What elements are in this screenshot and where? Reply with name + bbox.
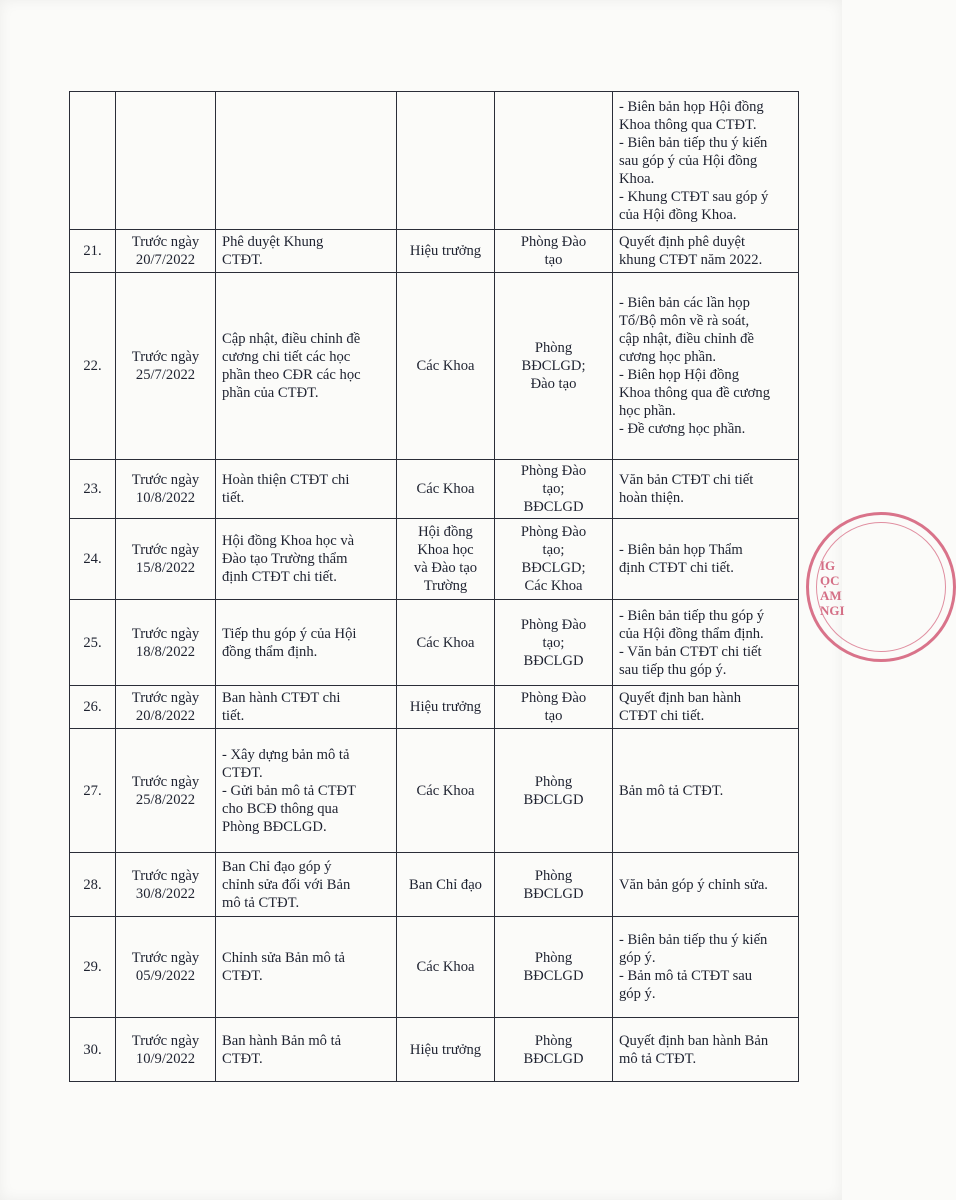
coordinating-unit-cell-line: tạo xyxy=(544,252,563,268)
coordinating-unit-cell xyxy=(495,1018,613,1082)
task-cell-line: tiết. xyxy=(222,490,245,506)
task-cell-line: CTĐT. xyxy=(222,968,263,984)
task-cell xyxy=(216,686,397,729)
task-cell xyxy=(216,853,397,917)
coordinating-unit-cell xyxy=(495,729,613,853)
task-cell-line: Đào tạo Trường thẩm xyxy=(222,551,348,567)
output-cell-line: của Hội đồng thẩm định. xyxy=(619,625,764,642)
deadline-cell xyxy=(116,686,216,729)
task-cell-line: Chỉnh sửa Bản mô tả xyxy=(222,950,346,966)
deadline-cell-line: 25/7/2022 xyxy=(135,367,196,383)
deadline-cell-line: 10/8/2022 xyxy=(135,490,196,506)
table-row xyxy=(70,729,799,853)
coordinating-unit-cell-line: BĐCLGD xyxy=(523,791,584,808)
output-cell-line: Khoa. xyxy=(619,170,655,187)
deadline-cell xyxy=(116,1018,216,1082)
deadline-cell-line: 05/9/2022 xyxy=(135,968,196,984)
output-cell-line: Quyết định ban hành Bản xyxy=(619,1032,769,1049)
row-number: 28. xyxy=(70,853,116,917)
lead-unit-cell-line: Trường xyxy=(423,578,468,594)
lead-unit-cell-line: Các Khoa xyxy=(416,358,475,374)
task-cell-line: phần theo CĐR các học xyxy=(222,367,361,383)
task-cell-line: tiết. xyxy=(222,708,245,724)
coordinating-unit-cell-line: tạo; xyxy=(542,481,565,497)
task-cell-line: Hội đồng Khoa học và xyxy=(222,533,355,549)
lead-unit-cell-line: Các Khoa xyxy=(416,782,475,799)
coordinating-unit-cell-line: BĐCLGD xyxy=(523,968,584,984)
coordinating-unit-cell-line: Phòng xyxy=(534,340,573,356)
output-cell-line: Quyết định ban hành xyxy=(619,690,741,706)
output-cell-line: sau góp ý của Hội đồng xyxy=(619,152,758,169)
row-number: 23. xyxy=(70,460,116,519)
output-cell xyxy=(613,686,799,729)
deadline-cell xyxy=(116,273,216,460)
lead-unit-cell-line: và Đào tạo xyxy=(413,560,478,576)
output-cell-line: cương học phần. xyxy=(619,349,717,365)
table-row xyxy=(70,273,799,460)
lead-unit-cell-line: Khoa học xyxy=(417,542,474,558)
coordinating-unit-cell-line: tạo xyxy=(544,708,563,724)
seal-lettering xyxy=(820,558,845,618)
lead-unit-cell xyxy=(397,273,495,460)
output-cell xyxy=(613,729,799,853)
coordinating-unit-cell xyxy=(495,273,613,460)
task-cell-line: cương chi tiết các học xyxy=(222,349,351,365)
output-cell-line: Văn bản góp ý chỉnh sửa. xyxy=(619,876,768,893)
lead-unit-cell-line: Hội đồng xyxy=(418,524,473,540)
table-row xyxy=(70,917,799,1018)
table-row xyxy=(70,686,799,729)
output-cell-line: Khoa thông qua đề cương xyxy=(619,385,770,401)
lead-unit-cell xyxy=(397,853,495,917)
task-cell xyxy=(216,92,397,230)
coordinating-unit-cell-line: Các Khoa xyxy=(524,578,583,594)
deadline-cell-line: Trước ngày xyxy=(131,472,200,488)
output-cell-line: học phần. xyxy=(619,403,676,419)
deadline-cell xyxy=(116,729,216,853)
coordinating-unit-cell-line: Phòng Đào xyxy=(520,690,587,706)
deadline-cell-line: 15/8/2022 xyxy=(135,560,196,576)
deadline-cell-line: Trước ngày xyxy=(131,542,200,558)
row-number: 24. xyxy=(70,519,116,600)
deadline-cell-line: 10/9/2022 xyxy=(135,1050,196,1067)
table-row xyxy=(70,519,799,600)
output-cell-line: - Biên bản các lần họp xyxy=(619,295,750,311)
task-cell-line: Ban hành CTĐT chi xyxy=(222,690,341,706)
coordinating-unit-cell-line: Phòng xyxy=(534,773,573,790)
row-number: 30. xyxy=(70,1018,116,1082)
task-cell xyxy=(216,273,397,460)
seal-letter-line: ỌC xyxy=(820,573,840,588)
seal-letter-line: NGI xyxy=(820,603,845,618)
university-seal xyxy=(806,512,845,672)
output-cell-line: của Hội đồng Khoa. xyxy=(619,206,737,223)
lead-unit-cell-line: Ban Chỉ đạo xyxy=(409,876,482,893)
task-cell-line: Phê duyệt Khung xyxy=(222,234,324,250)
lead-unit-cell-line: Hiệu trưởng xyxy=(409,699,482,715)
output-cell-line: góp ý. xyxy=(619,950,656,966)
row-number: 29. xyxy=(70,917,116,1018)
deadline-cell-line: Trước ngày xyxy=(131,234,200,250)
output-cell-line: CTĐT chi tiết. xyxy=(619,708,705,724)
coordinating-unit-cell xyxy=(495,853,613,917)
output-cell-line: khung CTĐT năm 2022. xyxy=(619,252,763,268)
deadline-cell-line: Trước ngày xyxy=(131,625,200,642)
deadline-cell-line: 20/8/2022 xyxy=(135,708,196,724)
output-cell-line: hoàn thiện. xyxy=(619,490,684,506)
coordinating-unit-cell-line: Phòng Đào xyxy=(520,234,587,250)
deadline-cell xyxy=(116,853,216,917)
output-cell-line: - Văn bản CTĐT chi tiết xyxy=(619,643,762,660)
coordinating-unit-cell-line: BĐCLGD xyxy=(523,499,584,515)
output-cell-line: Quyết định phê duyệt xyxy=(619,234,746,250)
lead-unit-cell xyxy=(397,600,495,686)
coordinating-unit-cell-line: BĐCLGD; xyxy=(521,358,586,374)
task-cell-line: Cập nhật, điều chỉnh đề xyxy=(222,331,361,347)
table-row xyxy=(70,1018,799,1082)
coordinating-unit-cell-line: tạo; xyxy=(542,634,565,651)
coordinating-unit-cell xyxy=(495,519,613,600)
lead-unit-cell xyxy=(397,519,495,600)
task-cell-line: - Gửi bản mô tả CTĐT xyxy=(222,782,356,799)
seal-letter-line: IG xyxy=(820,558,836,573)
task-cell-line: Hoàn thiện CTĐT chi xyxy=(222,472,350,488)
table-row xyxy=(70,600,799,686)
output-cell-line: - Biên bản họp Thẩm xyxy=(619,542,743,558)
deadline-cell-line: 30/8/2022 xyxy=(135,885,196,902)
task-cell xyxy=(216,1018,397,1082)
output-cell-line: - Biên bản họp Hội đồng xyxy=(619,98,764,115)
task-cell xyxy=(216,917,397,1018)
task-cell xyxy=(216,729,397,853)
deadline-cell-line: Trước ngày xyxy=(131,1032,200,1049)
task-cell-line: chỉnh sửa đối với Bản xyxy=(222,876,351,893)
output-cell xyxy=(613,273,799,460)
row-number: 25. xyxy=(70,600,116,686)
coordinating-unit-cell-line: BĐCLGD xyxy=(523,885,584,902)
output-cell-line: - Biên họp Hội đồng xyxy=(619,367,739,383)
row-number: 21. xyxy=(70,230,116,273)
task-cell-line: cho BCĐ thông qua xyxy=(222,800,339,817)
output-cell xyxy=(613,853,799,917)
lead-unit-cell xyxy=(397,230,495,273)
coordinating-unit-cell-line: Phòng Đào xyxy=(520,463,587,479)
output-cell xyxy=(613,460,799,519)
deadline-cell xyxy=(116,230,216,273)
deadline-cell-line: 20/7/2022 xyxy=(135,252,196,268)
table-row xyxy=(70,230,799,273)
coordinating-unit-cell-line: tạo; xyxy=(542,542,565,558)
deadline-cell xyxy=(116,519,216,600)
coordinating-unit-cell xyxy=(495,92,613,230)
output-cell xyxy=(613,92,799,230)
task-cell-line: CTĐT. xyxy=(222,252,263,268)
output-cell-line: cập nhật, điều chỉnh đề xyxy=(619,331,754,347)
lead-unit-cell xyxy=(397,729,495,853)
lead-unit-cell xyxy=(397,1018,495,1082)
deadline-cell-line: Trước ngày xyxy=(131,950,200,966)
lead-unit-cell-line: Các Khoa xyxy=(416,959,475,975)
row-number xyxy=(70,92,116,230)
deadline-cell-line: Trước ngày xyxy=(131,867,200,884)
output-cell-line: - Bản mô tả CTĐT sau xyxy=(619,968,753,984)
lead-unit-cell-line: Các Khoa xyxy=(416,634,475,651)
task-cell xyxy=(216,230,397,273)
task-cell-line: Ban Chỉ đạo góp ý xyxy=(222,858,332,875)
output-cell xyxy=(613,519,799,600)
task-cell-line: Phòng BĐCLGD. xyxy=(222,818,327,835)
task-cell-line: Ban hành Bản mô tả xyxy=(222,1032,342,1049)
plan-table xyxy=(69,91,799,1082)
coordinating-unit-cell xyxy=(495,460,613,519)
coordinating-unit-cell-line: BĐCLGD xyxy=(523,1050,584,1067)
output-cell-line: Khoa thông qua CTĐT. xyxy=(619,116,757,133)
coordinating-unit-cell xyxy=(495,686,613,729)
coordinating-unit-cell-line: BĐCLGD xyxy=(523,652,584,669)
seal-letter-line: AM xyxy=(820,588,842,603)
coordinating-unit-cell xyxy=(495,600,613,686)
output-cell-line: mô tả CTĐT. xyxy=(619,1050,697,1067)
table-row xyxy=(70,853,799,917)
task-cell-line: Tiếp thu góp ý của Hội xyxy=(222,625,357,642)
deadline-cell-line: 25/8/2022 xyxy=(135,791,196,808)
coordinating-unit-cell-line: Phòng Đào xyxy=(520,616,587,633)
task-cell-line: đồng thẩm định. xyxy=(222,643,318,660)
task-cell xyxy=(216,600,397,686)
coordinating-unit-cell-line: Đào tạo xyxy=(530,376,577,392)
task-cell-line: CTĐT. xyxy=(222,1050,263,1067)
table-row xyxy=(70,92,799,230)
deadline-cell-line: 18/8/2022 xyxy=(135,643,196,660)
lead-unit-cell xyxy=(397,92,495,230)
output-cell-line: - Biên bản tiếp thu ý kiến xyxy=(619,134,768,151)
output-cell-line: sau tiếp thu góp ý. xyxy=(619,661,727,678)
table-row xyxy=(70,460,799,519)
output-cell-line: - Biên bản tiếp thu ý kiến xyxy=(619,932,768,948)
lead-unit-cell-line: Các Khoa xyxy=(416,481,475,497)
coordinating-unit-cell-line: BĐCLGD; xyxy=(521,560,586,576)
lead-unit-cell xyxy=(397,686,495,729)
deadline-cell-line: Trước ngày xyxy=(131,349,200,365)
row-number: 22. xyxy=(70,273,116,460)
lead-unit-cell-line: Hiệu trưởng xyxy=(409,243,482,259)
task-cell-line: - Xây dựng bản mô tả xyxy=(222,746,350,763)
coordinating-unit-cell-line: Phòng Đào xyxy=(520,524,587,540)
task-cell-line: CTĐT. xyxy=(222,764,263,781)
output-cell-line: - Khung CTĐT sau góp ý xyxy=(619,188,769,205)
deadline-cell xyxy=(116,600,216,686)
output-cell-line: - Đề cương học phần. xyxy=(619,421,746,437)
task-cell-line: phần của CTĐT. xyxy=(222,385,319,401)
task-cell xyxy=(216,460,397,519)
deadline-cell xyxy=(116,917,216,1018)
output-cell xyxy=(613,1018,799,1082)
output-cell xyxy=(613,917,799,1018)
deadline-cell-line: Trước ngày xyxy=(131,690,200,706)
lead-unit-cell xyxy=(397,917,495,1018)
deadline-cell-line: Trước ngày xyxy=(131,773,200,790)
coordinating-unit-cell xyxy=(495,230,613,273)
row-number: 26. xyxy=(70,686,116,729)
coordinating-unit-cell xyxy=(495,917,613,1018)
plan-table-body xyxy=(70,92,799,1082)
output-cell xyxy=(613,600,799,686)
task-cell xyxy=(216,519,397,600)
deadline-cell xyxy=(116,92,216,230)
output-cell-line: Tổ/Bộ môn về rà soát, xyxy=(619,313,750,329)
deadline-cell xyxy=(116,460,216,519)
lead-unit-cell-line: Hiệu trưởng xyxy=(409,1041,482,1058)
task-cell-line: định CTĐT chi tiết. xyxy=(222,569,337,585)
row-number: 27. xyxy=(70,729,116,853)
coordinating-unit-cell-line: Phòng xyxy=(534,950,573,966)
output-cell-line: định CTĐT chi tiết. xyxy=(619,560,734,576)
output-cell-line: góp ý. xyxy=(619,986,656,1002)
task-cell-line: mô tả CTĐT. xyxy=(222,894,300,911)
output-cell-line: Văn bản CTĐT chi tiết xyxy=(619,472,754,488)
coordinating-unit-cell-line: Phòng xyxy=(534,867,573,884)
output-cell-line: Bản mô tả CTĐT. xyxy=(619,782,724,799)
coordinating-unit-cell-line: Phòng xyxy=(534,1032,573,1049)
output-cell-line: - Biên bản tiếp thu góp ý xyxy=(619,607,765,624)
output-cell xyxy=(613,230,799,273)
lead-unit-cell xyxy=(397,460,495,519)
